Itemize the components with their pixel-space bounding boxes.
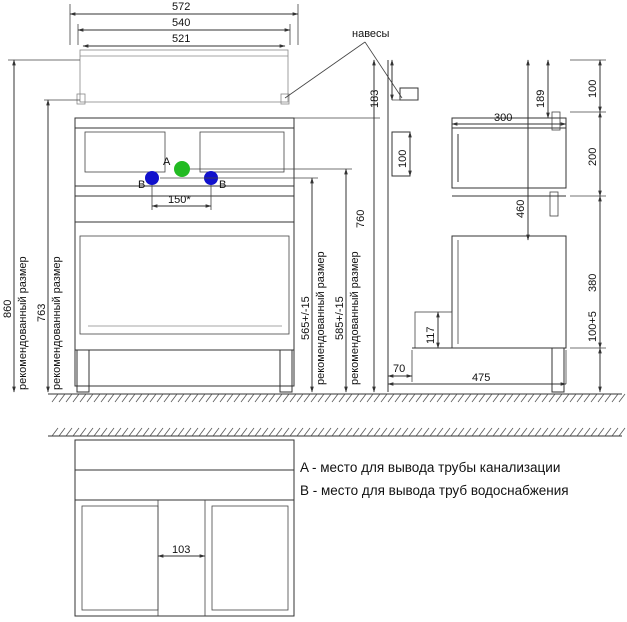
hatch-line [101,394,107,402]
dim-100-right: 100 [587,79,599,98]
legend-a: A - место для вывода трубы канализации [300,460,561,475]
hatch-line [528,394,534,402]
hatch-line [542,394,548,402]
hatch-line [318,428,324,436]
hatch-line [409,394,415,402]
hatch-line [598,428,604,436]
hatch-line [605,394,611,402]
hatch-line [612,394,618,402]
hatch-line [255,394,261,402]
hatch-line [535,394,541,402]
hatch-line [311,428,317,436]
legend-b: B - место для вывода труб водоснабжения [300,483,569,498]
hatch-line [164,428,170,436]
hatch-line [248,428,254,436]
hatch-line [563,394,569,402]
hatch-line [185,394,191,402]
hatch-line [528,428,534,436]
dim-565: 565+/-15 [300,296,312,340]
side-view [388,60,566,392]
hatch-line [255,428,261,436]
hatch-line [437,428,443,436]
point-b-left-label: B [138,179,146,191]
hatch-line [374,394,380,402]
hatch-line [241,394,247,402]
hatch-line [472,428,478,436]
hatch-line [269,394,275,402]
dim-150: 150* [168,194,191,206]
hatch-line [521,428,527,436]
hatch-line [381,428,387,436]
hatch-line [80,394,86,402]
dim-760: 760 [355,209,367,228]
hatch-line [59,428,65,436]
hatch-line [171,428,177,436]
hatch-line [556,394,562,402]
hatch-line [87,428,93,436]
hatch-line [353,394,359,402]
hatch-line [577,394,583,402]
hatch-line [549,428,555,436]
hatch-line [339,394,345,402]
hatch-line [367,428,373,436]
point-a-label: A [163,156,171,168]
recommended-size-565: рекомендованный размер [315,251,327,385]
point-a-marker [174,161,190,177]
dim-189: 189 [535,89,547,108]
hatch-line [409,428,415,436]
hatch-line [493,394,499,402]
hatch-line [129,394,135,402]
hatch-line [619,428,625,436]
hatch-line [444,394,450,402]
dim-860: 860 [2,299,14,318]
hatch-line [479,428,485,436]
hatch-line [262,428,268,436]
hatch-line [451,428,457,436]
hatch-line [297,394,303,402]
hatch-line [318,394,324,402]
hatch-line [395,394,401,402]
hatch-line [507,394,513,402]
dim-572: 572 [172,1,191,13]
left-dimensions [2,60,80,392]
hatch-line [66,394,72,402]
hatch-line [213,394,219,402]
hatch-line [486,428,492,436]
dim-380: 380 [587,273,599,292]
hatch-line [388,394,394,402]
hatch-line [73,394,79,402]
hatch-line [612,428,618,436]
hatch-line [66,428,72,436]
legend [300,460,569,498]
hatch-line [304,428,310,436]
hatch-line [430,394,436,402]
hatch-line [514,428,520,436]
hatch-line [234,394,240,402]
dim-521: 521 [172,33,191,45]
hatch-line [234,428,240,436]
hatch-line [276,394,282,402]
hatch-line [94,394,100,402]
hatch-line [115,394,121,402]
hatch-line [171,394,177,402]
front-right-dimensions [160,60,380,392]
point-b-left-marker [145,171,159,185]
hatch-line [185,428,191,436]
hatch-line [388,428,394,436]
hatch-line [605,428,611,436]
hatch-line [402,428,408,436]
hatch-line [465,394,471,402]
hatch-line [52,394,58,402]
hatch-line [458,428,464,436]
hatch-line [332,394,338,402]
dim-70: 70 [393,363,406,375]
pipe-points [138,156,226,210]
hatch-line [486,394,492,402]
hatch-line [584,394,590,402]
floor-upper [48,394,625,402]
hatch-line [122,428,128,436]
hatch-line [59,394,65,402]
side-dimensions [369,60,606,392]
hatch-line [346,394,352,402]
hatch-line [458,394,464,402]
dim-117: 117 [425,326,437,344]
hatch-line [143,394,149,402]
hatch-line [451,394,457,402]
hatch-line [493,428,499,436]
hatch-line [325,428,331,436]
front-view [75,50,294,392]
dim-763: 763 [36,303,48,322]
hatch-line [500,428,506,436]
hatch-line [52,428,58,436]
hatch-line [360,428,366,436]
hatch-line [199,428,205,436]
hatch-line [570,394,576,402]
hatch-line [514,394,520,402]
hatch-line [325,394,331,402]
hatch-line [143,428,149,436]
hatch-line [444,428,450,436]
hatch-line [290,394,296,402]
hatch-line [220,428,226,436]
hatch-line [136,428,142,436]
hatch-line [577,428,583,436]
hatch-line [297,428,303,436]
hatch-line [227,428,233,436]
hatch-line [129,428,135,436]
hatch-line [269,428,275,436]
hatch-line [227,394,233,402]
hatch-line [115,428,121,436]
hatch-line [563,428,569,436]
dim-585: 585+/-15 [334,296,346,340]
hatch-line [262,394,268,402]
hatch-line [521,394,527,402]
hatch-line [535,428,541,436]
hatch-line [339,428,345,436]
hatch-line [206,428,212,436]
dim-183: 183 [369,89,381,108]
hatch-line [178,428,184,436]
hatch-line [290,428,296,436]
hatch-line [570,428,576,436]
hatch-line [73,428,79,436]
hinges-label: навесы [352,28,390,40]
hatch-line [395,428,401,436]
hatch-line [157,394,163,402]
hatch-line [542,428,548,436]
hatch-line [80,428,86,436]
hatch-line [549,394,555,402]
hatch-line [199,394,205,402]
hatch-line [472,394,478,402]
hatch-line [150,394,156,402]
hatch-line [598,394,604,402]
hatch-line [584,428,590,436]
hatch-line [367,394,373,402]
recommended-size-585: рекомендованный размер [349,251,361,385]
hatch-line [423,394,429,402]
hatch-line [220,394,226,402]
hatch-line [311,394,317,402]
dim-200: 200 [587,147,599,166]
hatch-line [157,428,163,436]
hatch-line [507,428,513,436]
hatch-line [500,394,506,402]
hatch-line [213,428,219,436]
hatch-line [556,428,562,436]
hatch-line [416,394,422,402]
hatch-line [178,394,184,402]
dim-300: 300 [494,112,513,124]
recommended-size-860: рекомендованный размер [17,256,29,390]
plan-view [48,428,625,616]
hatch-line [591,428,597,436]
hatch-line [416,428,422,436]
hatch-line [248,394,254,402]
hatch-line [192,394,198,402]
hatch-line [108,428,114,436]
hatch-line [94,428,100,436]
hatch-line [206,394,212,402]
hatch-line [304,394,310,402]
hatch-line [591,394,597,402]
hatch-line [430,428,436,436]
recommended-size-763: рекомендованный размер [51,256,63,390]
hatch-line [465,428,471,436]
hinges-callout [285,28,402,98]
hatch-line [360,394,366,402]
hatch-line [283,428,289,436]
hatch-line [164,394,170,402]
hatch-line [192,428,198,436]
dim-100-5: 100+5 [587,311,599,342]
hatch-line [479,394,485,402]
hatch-line [283,394,289,402]
dim-460: 460 [515,199,527,218]
dim-540: 540 [172,17,191,29]
hatch-line [353,428,359,436]
hatch-line [437,394,443,402]
point-b-right-label: B [219,179,227,191]
hatch-line [136,394,142,402]
hatch-line [122,394,128,402]
hatch-line [150,428,156,436]
dim-475: 475 [472,372,491,384]
hatch-line [381,394,387,402]
hatch-line [87,394,93,402]
top-dimensions [70,1,298,46]
hatch-line [332,428,338,436]
dim-100-left: 100 [397,149,409,168]
hatch-line [108,394,114,402]
hatch-line [402,394,408,402]
hatch-line [374,428,380,436]
hatch-line [346,428,352,436]
hatch-line [423,428,429,436]
hatch-line [276,428,282,436]
dim-103: 103 [172,544,191,556]
hatch-line [619,394,625,402]
hatch-line [241,428,247,436]
hatch-line [101,428,107,436]
